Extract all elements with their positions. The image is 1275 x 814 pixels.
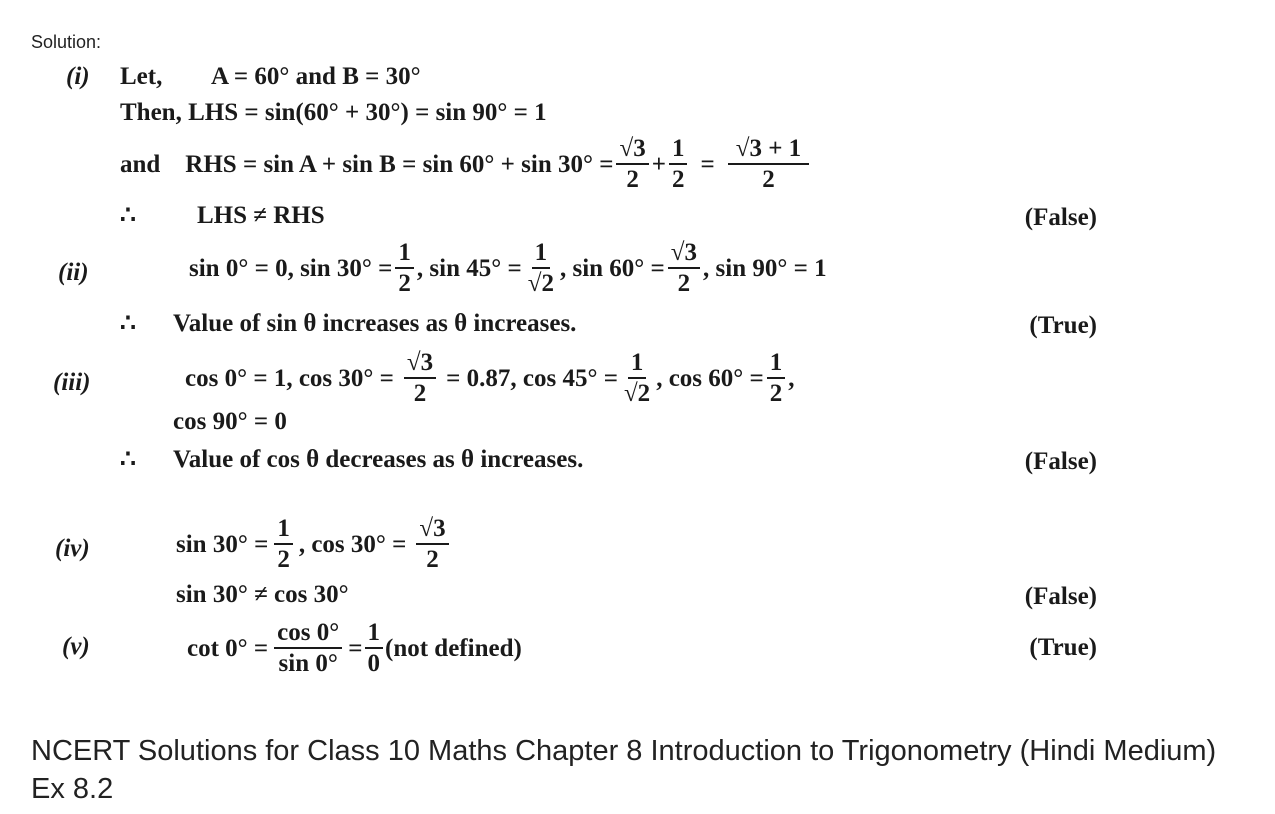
fraction-numerator: √3 + 1 [728,136,809,165]
solution-label: Solution: [31,32,102,52]
fraction-denominator: √2 [623,380,651,407]
part-v-line1 [187,617,522,679]
part-iv-text1: sin 30° = [176,530,269,558]
fraction-denominator: 2 [398,270,411,297]
part-ii-line1 [189,238,827,298]
fraction-denominator: 2 [626,166,639,193]
fraction-1-over-2 [395,240,414,296]
part-i-line3-prefix: and RHS = sin A + sin B = sin 60° + sin 30° = [120,150,614,178]
fraction-denominator: √2 [527,270,554,297]
part-iii-label: (iii) [53,369,91,396]
fraction-sqrt3-plus-1-over-2 [728,136,809,192]
fraction-numerator: 1 [395,240,414,269]
part-iii-text1: cos 0° = 1, cos 30° = [185,364,394,392]
therefore-symbol: ∴ [120,446,136,473]
fraction-numerator: √3 [416,516,448,545]
fraction-denominator: 2 [277,546,290,573]
fraction-1-over-sqrt2 [621,350,653,406]
part-i-verdict: (False) [1024,204,1097,231]
part-iv-text2: , cos 30° = [298,530,407,558]
part-ii-conclusion: Value of sin θ increases as θ increases. [173,310,577,337]
part-i-label: (i) [66,63,90,90]
fraction-numerator: 1 [532,240,551,269]
part-iii-text4: , [788,364,795,392]
fraction-1-over-0 [365,620,384,676]
part-ii-verdict: (True) [1029,312,1097,339]
part-i-line1: Let, A = 60° and B = 30° [120,63,421,90]
therefore-symbol: ∴ [120,310,136,337]
part-v-label: (v) [62,633,90,660]
part-iii-text2: = 0.87, cos 45° = [446,364,618,392]
part-ii-text2: , sin 45° = [416,254,522,282]
fraction-numerator: 1 [365,620,384,649]
fraction-denominator: 2 [769,380,783,407]
fraction-numerator: √3 [616,136,648,165]
fraction-numerator: cos 0° [274,620,342,649]
fraction-denominator: 2 [426,546,439,573]
fraction-numerator: √3 [668,240,700,269]
part-iv-label: (iv) [55,535,90,562]
part-iv-verdict: (False) [1024,583,1097,610]
fraction-sqrt3-over-2 [668,240,700,296]
fraction-sqrt3-over-2 [416,516,448,572]
part-ii-label: (ii) [58,259,89,286]
fraction-denominator: 2 [413,380,427,407]
fraction-numerator: 1 [669,136,688,165]
part-v-text1: cot 0° = [187,634,269,662]
page-caption: NCERT Solutions for Class 10 Maths Chapter 8 Introduction to Trigonometry (Hindi Medium) Ex 8.2 [31,735,1217,805]
equals-sign: = [700,150,715,178]
fraction-denominator: 0 [367,650,380,677]
plus-sign: + [651,150,666,178]
fraction-1-over-sqrt2 [525,240,557,296]
fraction-denominator: 2 [677,270,691,297]
part-iv-line1 [176,512,459,576]
therefore-symbol: ∴ [120,202,136,229]
part-i-conclusion: LHS ≠ RHS [197,202,325,229]
fraction-1-over-2 [669,136,688,192]
part-v-verdict: (True) [1029,634,1097,661]
part-iii-conclusion: Value of cos θ decreases as θ increases. [173,446,584,473]
part-iii-verdict: (False) [1024,448,1097,475]
fraction-sqrt3-over-2 [616,136,648,192]
equals-sign: = [348,634,363,662]
fraction-cos0-over-sin0 [274,620,342,676]
part-iv-line2: sin 30° ≠ cos 30° [176,581,349,608]
fraction-numerator: 1 [767,350,786,379]
fraction-sqrt3-over-2 [404,350,436,406]
part-iii-line1 [185,345,795,411]
part-iii-text3: , cos 60° = [656,364,764,392]
fraction-1-over-2 [274,516,293,572]
fraction-numerator: 1 [628,350,647,379]
fraction-numerator: √3 [404,350,436,379]
part-ii-text1: sin 0° = 0, sin 30° = [189,254,393,282]
part-ii-text3: , sin 60° = [559,254,665,282]
part-ii-text4: , sin 90° = 1 [703,254,827,282]
part-i-line3 [120,136,812,192]
fraction-denominator: sin 0° [278,650,338,677]
fraction-1-over-2 [767,350,786,406]
part-i-line2: Then, LHS = sin(60° + 30°) = sin 90° = 1 [120,99,547,126]
fraction-denominator: 2 [762,166,775,193]
part-iii-line2: cos 90° = 0 [173,408,287,435]
fraction-numerator: 1 [274,516,293,545]
fraction-denominator: 2 [671,166,685,193]
part-v-text2: (not defined) [385,634,522,662]
